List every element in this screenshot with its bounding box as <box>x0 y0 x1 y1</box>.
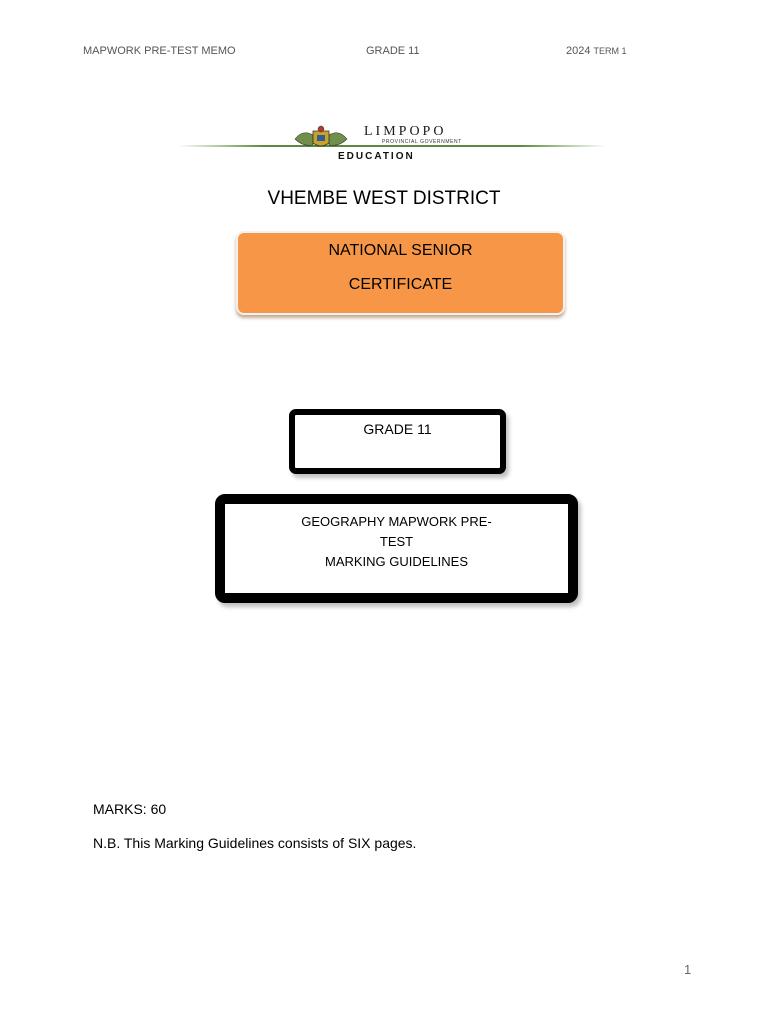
subject-box <box>215 494 578 603</box>
subject-line-2: TEST <box>379 534 414 549</box>
header-center: GRADE 11 <box>366 45 420 57</box>
certificate-box <box>236 231 565 315</box>
subject-line-3: MARKING GUIDELINES <box>324 554 469 569</box>
logo-department: EDUCATION <box>338 151 415 162</box>
grade-box <box>289 409 506 474</box>
district-title: VHEMBE WEST DISTRICT <box>267 188 501 209</box>
header-right <box>566 45 627 57</box>
logo-limpopo-text: LIMPOPO <box>364 124 447 139</box>
header-year: 2024 <box>566 45 591 57</box>
certificate-line-1: NATIONAL SENIOR <box>328 242 473 259</box>
logo-subtitle: PROVINCIAL GOVERNMENT <box>382 139 462 145</box>
subject-line-1: GEOGRAPHY MAPWORK PRE- <box>301 514 492 529</box>
logo-green-line <box>178 145 606 147</box>
marks-total: MARKS: 60 <box>93 801 167 817</box>
header-term: TERM 1 <box>593 46 627 56</box>
header-left: MAPWORK PRE-TEST MEMO <box>83 45 236 57</box>
certificate-line-2: CERTIFICATE <box>348 276 453 293</box>
page-number: 1 <box>684 962 692 977</box>
coat-of-arms-icon <box>293 125 349 149</box>
department-logo <box>178 122 606 164</box>
grade-label: GRADE 11 <box>363 421 432 437</box>
page-count-note: N.B. This Marking Guidelines consists of SIX pages. <box>93 835 417 851</box>
